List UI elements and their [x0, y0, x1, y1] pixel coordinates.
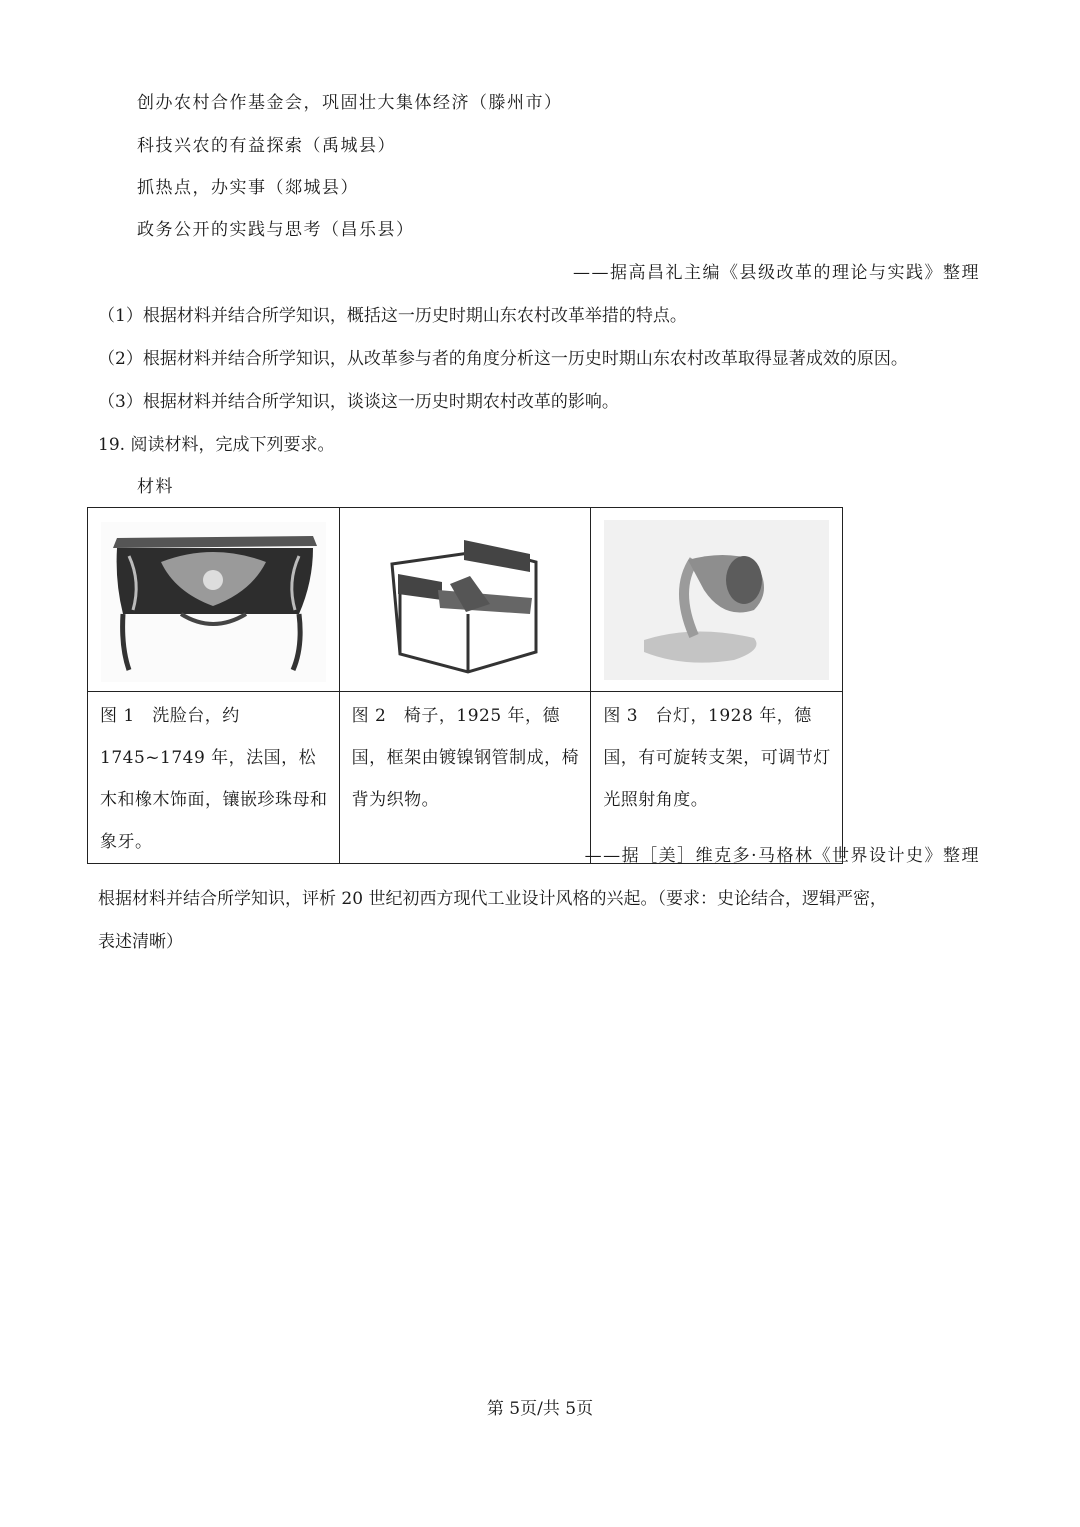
- chair-image: [380, 524, 550, 674]
- page-footer: 第 5页/共 5页: [486, 1399, 594, 1419]
- figure-2-caption: 图 2 椅子，1925 年，德国，框架由镀镍钢管制成，椅背为织物。: [339, 692, 591, 864]
- sub-question-3: （3）根据材料并结合所学知识，谈谈这一历史时期农村改革的影响。: [98, 392, 619, 412]
- figure-3-caption: 图 3 台灯，1928 年，德国，有可旋转支架，可调节灯光照射角度。: [591, 692, 843, 864]
- question-19-title: 19. 阅读材料，完成下列要求。: [98, 435, 335, 455]
- task-text-line-1: 根据材料并结合所学知识，评析 20 世纪初西方现代工业设计风格的兴起。（要求：史论结合，逻辑严密，: [98, 889, 887, 909]
- material-label: 材料: [137, 477, 174, 497]
- reform-item: 政务公开的实践与思考（昌乐县）: [137, 220, 415, 240]
- reform-item: 创办农村合作基金会，巩固壮大集体经济（滕州市）: [137, 93, 563, 113]
- figure-2-image-cell: [339, 508, 591, 692]
- task-text-line-2: 表述清晰）: [98, 932, 183, 952]
- reform-item: 科技兴农的有益探索（禹城县）: [137, 136, 396, 156]
- sub-question-1: （1）根据材料并结合所学知识，概括这一历史时期山东农村改革举措的特点。: [98, 306, 687, 326]
- sub-question-2: （2）根据材料并结合所学知识，从改革参与者的角度分析这一历史时期山东农村改革取得显著成效的原因。: [98, 349, 908, 369]
- lamp-image: [604, 520, 829, 680]
- figure-1-image-cell: [88, 508, 340, 692]
- source-citation-2: ——据［美］维克多·马格林《世界设计史》整理: [584, 846, 980, 866]
- source-citation: ——据高昌礼主编《县级改革的理论与实践》整理: [573, 263, 980, 283]
- figure-3-image-cell: [591, 508, 843, 692]
- commode-image: [101, 522, 326, 682]
- figure-1-caption: 图 1 洗脸台，约 1745~1749 年，法国，松木和橡木饰面，镶嵌珍珠母和象牙。: [88, 692, 340, 864]
- reform-item: 抓热点，办实事（郯城县）: [137, 178, 359, 198]
- material-figure-table: [87, 507, 843, 864]
